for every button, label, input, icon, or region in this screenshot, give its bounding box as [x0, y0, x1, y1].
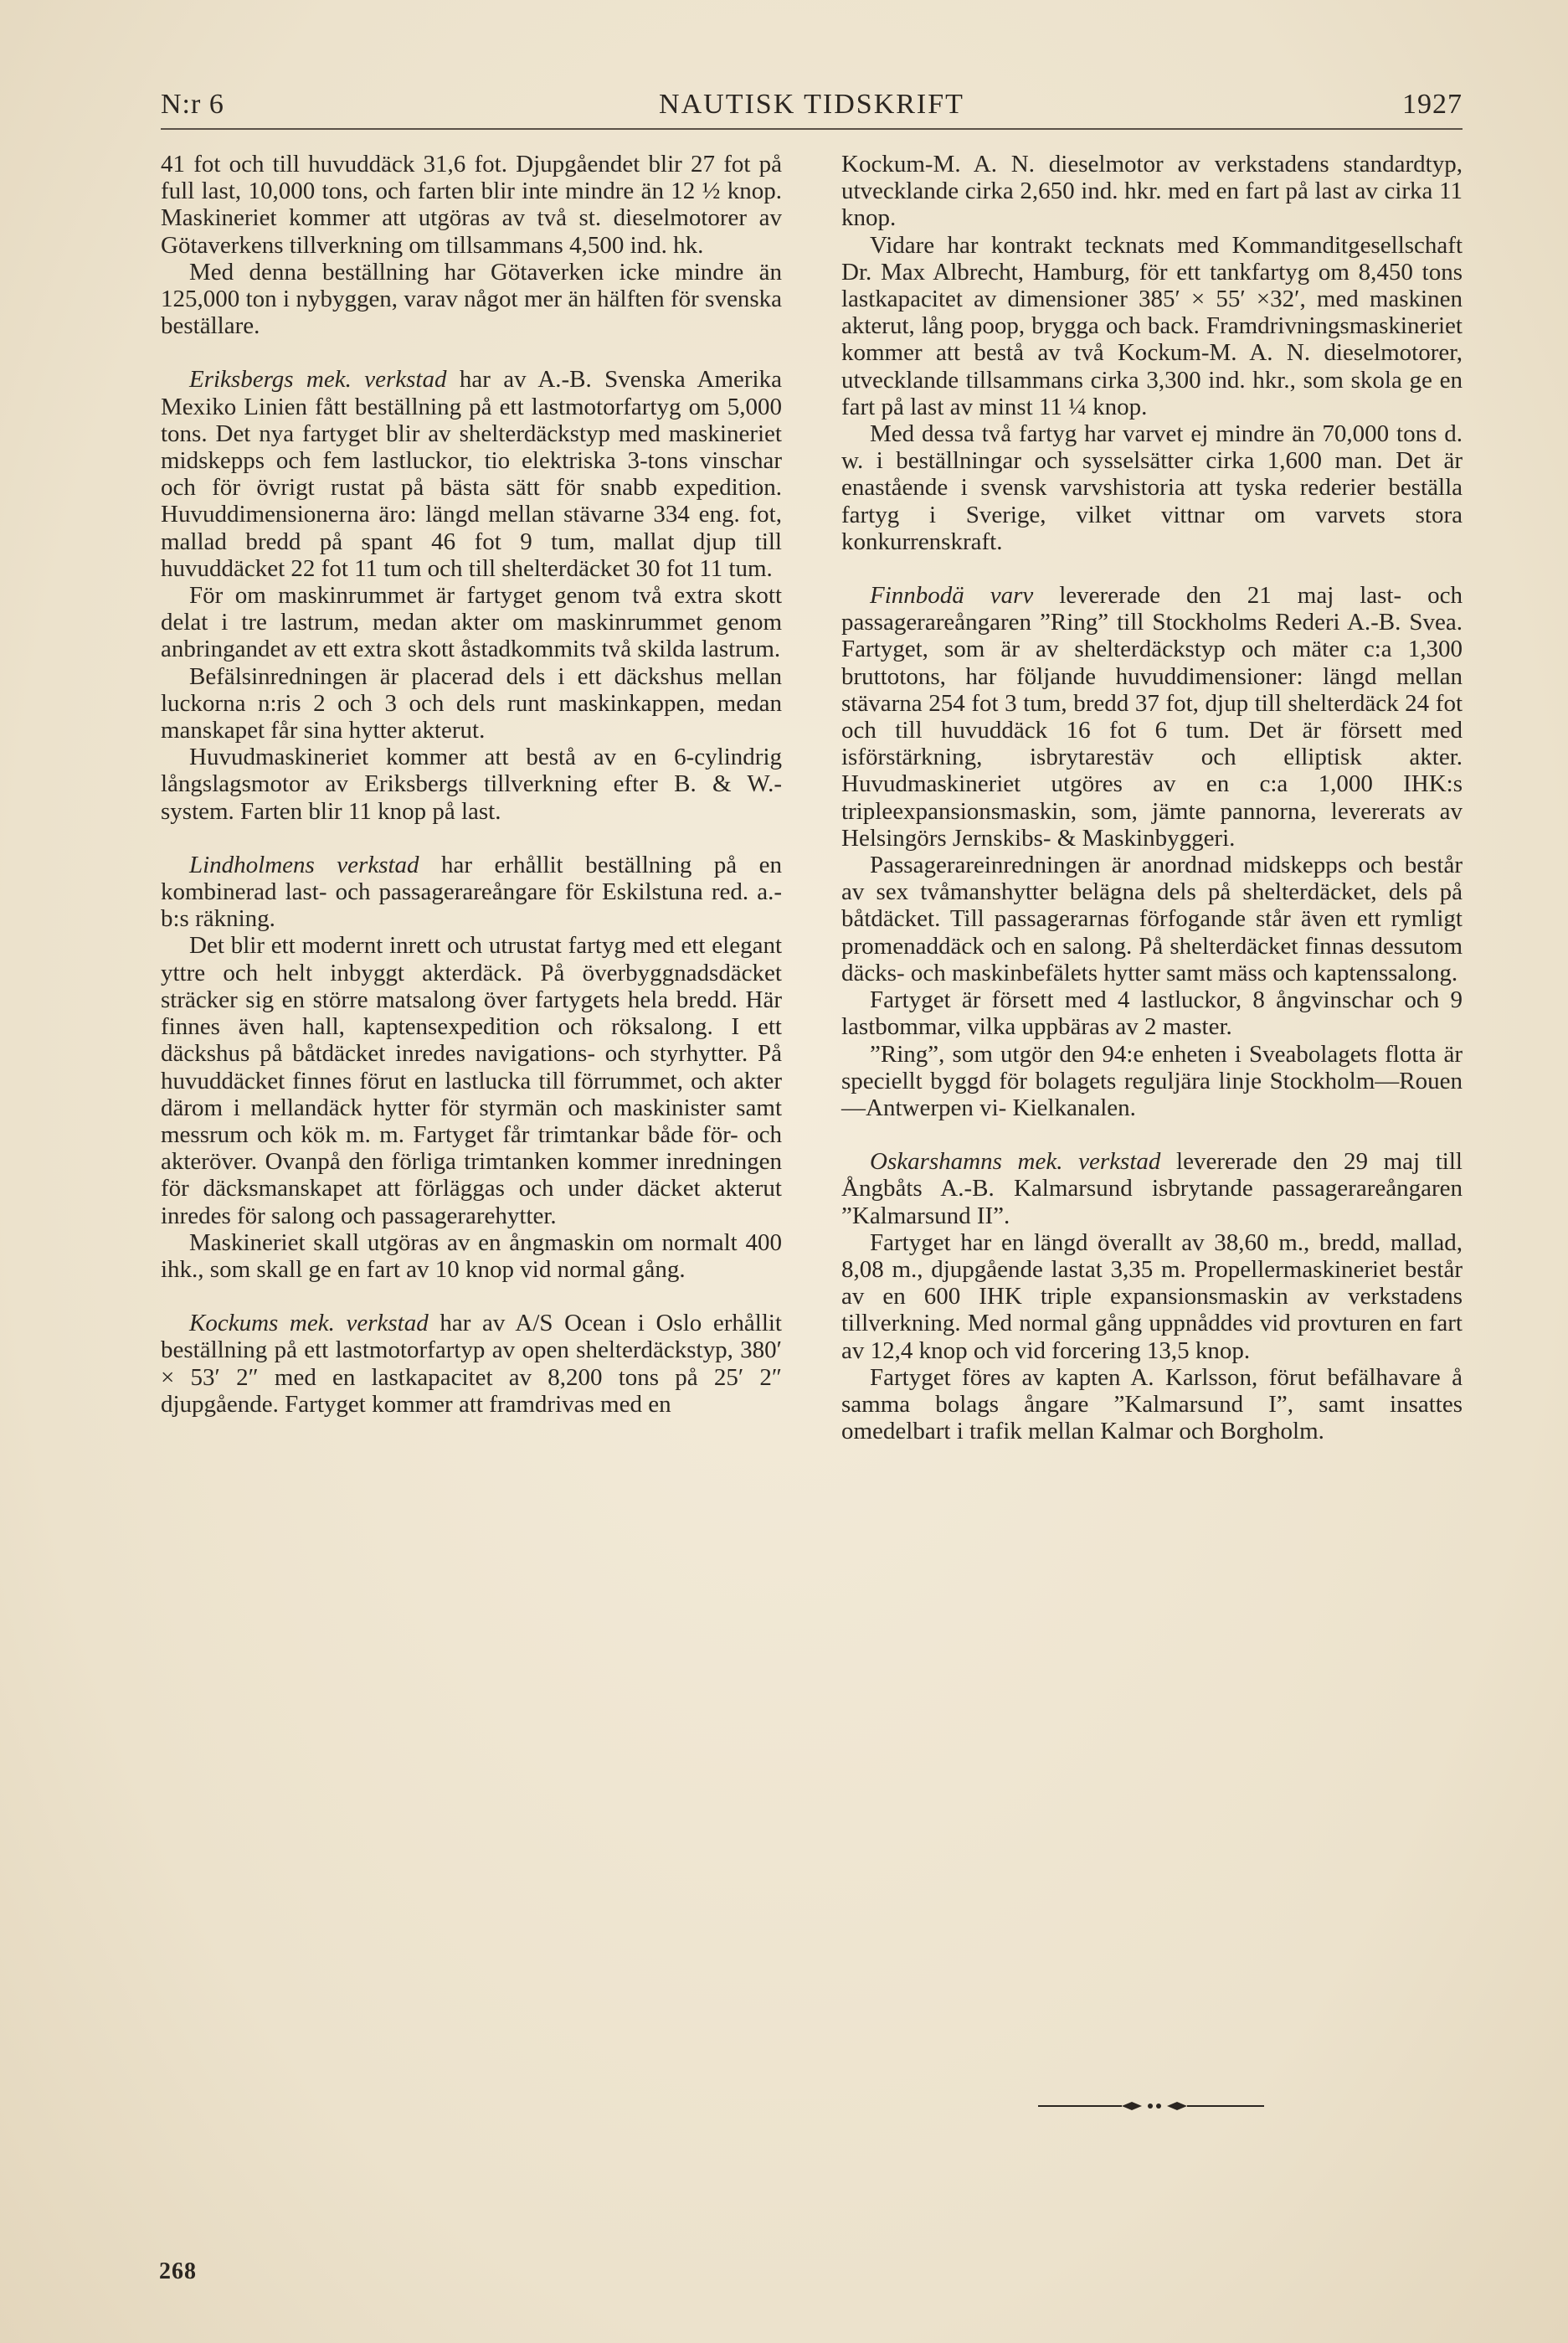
left-column — [161, 151, 782, 1418]
paragraph — [161, 259, 782, 340]
paragraph-text: Fartyget föres av kapten A. Karlsson, förut befälhavare å samma bolags ångare ”Kalmarsund I”, samt insattes omedelbart i trafik mellan Kalmar och Borgholm. — [841, 1363, 1463, 1445]
paragraph — [841, 1364, 1463, 1445]
paragraph — [841, 852, 1463, 986]
header-rule — [161, 128, 1463, 130]
paragraph-text: har erhållit beställning på en kombinerad last- och passagerareångare för Eskilstuna red. a.-b:s räkning. — [161, 851, 782, 933]
paragraph-text: Befälsinredningen är placerad dels i ett däckshus mellan luckorna n:ris 2 och 3 och dels runt maskinkappen, medan manskapet får sina hytter akterut. — [161, 662, 782, 744]
right-column — [841, 151, 1463, 1444]
paragraph — [161, 744, 782, 825]
paragraph — [841, 1041, 1463, 1122]
paragraph-text: Med dessa två fartyg har varvet ej mindre än 70,000 tons d. w. i beställningar och sysselsätter cirka 1,600 man. Det är enastående i svensk varvshistoria att tyska rederier beställa fartyg i Sverige, vilket vittnar om varvets stora konkurrenskraft. — [841, 420, 1463, 555]
shipyard-name: Eriksbergs mek. verkstad — [189, 366, 447, 394]
paragraph — [841, 151, 1463, 232]
shipyard-name: Kockums mek. verkstad — [189, 1310, 429, 1337]
paragraph-text: Huvudmaskineriet kommer att bestå av en 6-cylindrig långslagsmotor av Eriksbergs tillverkning efter B. & W.-system. Farten blir 11 knop på last. — [161, 744, 782, 825]
page-number: 268 — [159, 2258, 197, 2284]
paragraph-text: För om maskinrummet är fartyget genom två extra skott delat i tre lastrum, medan akter om maskinrummet genom anbringandet av ett extra skott åstadkommits två skilda lastrum. — [161, 582, 782, 663]
paragraph-text: Med denna beställning har Götaverken icke mindre än 125,000 ton i nybyggen, varav något mer än hälften för svenska beställare. — [161, 258, 782, 340]
paragraph — [161, 1310, 782, 1418]
paragraph — [161, 852, 782, 933]
paragraph — [841, 582, 1463, 852]
paragraph — [161, 1229, 782, 1283]
shipyard-name: Finnbodä varv — [870, 582, 1034, 610]
journal-title: NAUTISK TIDSKRIFT — [659, 89, 964, 120]
paragraph — [161, 366, 782, 582]
paragraph-text: Fartyget är försett med 4 lastluckor, 8 ångvinschar och 9 lastbommar, vilka uppbäras av 2 master. — [841, 986, 1463, 1041]
paragraph — [841, 1229, 1463, 1364]
paragraph — [161, 663, 782, 744]
running-header — [161, 84, 1463, 134]
paragraph-text: Vidare har kontrakt tecknats med Kommanditgesellschaft Dr. Max Albrecht, Hamburg, för ett tankfartyg om 8,450 tons lastkapacitet av dimensioner 385′ × 55′ ×32′, med maskinen akterut, lång poop, brygga och back. Framdrivningsmaskineriet kommer att bestå av två Kockum-M. A. N. dieselmotorer, utvecklande tillsammans cirka 3,300 ind. hkr., som skola ge en fart på last av minst 11 ¼ knop. — [841, 231, 1463, 420]
paragraph-text: Kockum-M. A. N. dieselmotor av verkstadens standardtyp, utvecklande cirka 2,650 ind. hkr. med en fart på last av cirka 11 knop. — [841, 151, 1463, 232]
year: 1927 — [1402, 89, 1463, 120]
paragraph — [161, 151, 782, 259]
issue-number: N:r 6 — [161, 89, 224, 120]
shipyard-name: Oskarshamns mek. verkstad — [870, 1148, 1161, 1176]
paragraph-text: Maskineriet skall utgöras av en ångmaskin om normalt 400 ihk., som skall ge en fart av 10 knop vid normal gång. — [161, 1228, 782, 1283]
paragraph-text: 41 fot och till huvuddäck 31,6 fot. Djupgåendet blir 27 fot på full last, 10,000 tons, och farten blir inte mindre än 12 ½ knop. Maskineriet kommer att utgöras av två st. dieselmotorer av Götaverkens tillverkning om tillsammans 4,500 ind. hk. — [161, 151, 782, 259]
paragraph — [841, 232, 1463, 420]
paragraph-text: ”Ring”, som utgör den 94:e enheten i Sveabolagets flotta är speciellt byggd för bolagets reguljära linje Stockholm—Rouen—Antwerpen vi- Kielkanalen. — [841, 1040, 1463, 1121]
paragraph — [841, 420, 1463, 555]
paragraph-text: har av A.-B. Svenska Amerika Mexiko Linien fått beställning på ett lastmotorfartyg om 5,000 tons. Det nya fartyget blir av shelterdäckstyp med maskineriet midskepps och fem lastluckor, tio elektriska 3-tons vinschar och för övrigt rustat på bästa sätt för snabb expedition. Huvuddimensionerna äro: längd mellan stävarne 334 eng. fot, mallad bredd på spant 46 fot 9 tum, mallat djup till huvuddäcket 22 fot 11 tum och till shelterdäcket 30 fot 11 tum. — [161, 366, 782, 582]
shipyard-name: Lindholmens verkstad — [189, 851, 419, 878]
paragraph — [841, 1148, 1463, 1229]
paragraph — [161, 932, 782, 1228]
paragraph-text: Fartyget har en längd överallt av 38,60 m., bredd, mallad, 8,08 m., djupgående lastat 3,35 m. Propellermaskineriet består av en 600 IHK triple expansionsmaskin av verkstadens tillverkning. Med normal gång uppnåddes vid provturen en fart av 12,4 knop och vid forcering 13,5 knop. — [841, 1228, 1463, 1364]
paragraph-text: har av A/S Ocean i Oslo erhållit beställning på ett lastmotorfartyp av open shelterdäckstyp, 380′ × 53′ 2″ med en lastkapacitet av 8,200 tons på 25′ 2″ djupgående. Fartyget kommer att framdrivas med en — [161, 1310, 782, 1418]
paragraph-text: levererade den 29 maj till Ångbåts A.-B. Kalmarsund isbrytande passagerareångaren ”Kalmarsund II”. — [841, 1148, 1463, 1229]
paragraph-text: Passagerareinredningen är anordnad midskepps och består av sex tvåmanshytter belägna dels på shelterdäcket, dels på båtdäcket. Till passagerarnas förfogande står även ett rymligt promenaddäck och en salong. På shelterdäcket finnas dessutom däcks- och maskinbefälets hytter samt mäss och kaptenssalong. — [841, 852, 1463, 986]
end-ornament — [1038, 2098, 1264, 2114]
paragraph-text: levererade den 21 maj last- och passagerareångaren ”Ring” till Stockholms Rederi A.-B. Svea. Fartyget, som är av shelterdäckstyp och mäter c:a 1,300 bruttotons, har följande huvuddimensioner: längd mellan stävarna 254 fot 3 tum, bredd 37 fot, djup till shelterdäck 24 fot och till huvuddäck 16 fot 6 tum. Det är försett med isförstärkning, isbrytarestäv och elliptisk akter. Huvudmaskineriet utgöres av en c:a 1,000 IHK:s tripleexpansionsmaskin, som, jämte pannorna, levererats av Helsingörs Jernskibs- & Maskinbyggeri. — [841, 582, 1463, 852]
paragraph-text: Det blir ett modernt inrett och utrustat fartyg med ett elegant yttre och helt inbyggt akterdäck. På överbyggnadsdäcket sträcker sig en större matsalong över fartygets hela bredd. Här finnes även hall, kaptensexpedition och röksalong. I ett däckshus på båtdäcket inredes navigations- och styrhytter. På huvuddäcket finnes förut en lastlucka till förrummet, och akter därom i mellandäck hytter för styrmän och maskinister samt messrum och kök m. m. Fartyget får trimtankar både för- och akteröver. Ovanpå den förliga trimtanken kommer inredningen för däcksmanskapet att förläggas och under däcket akterut inredes för salong och passagerarehytter. — [161, 932, 782, 1229]
paragraph — [841, 986, 1463, 1040]
paragraph — [161, 582, 782, 663]
